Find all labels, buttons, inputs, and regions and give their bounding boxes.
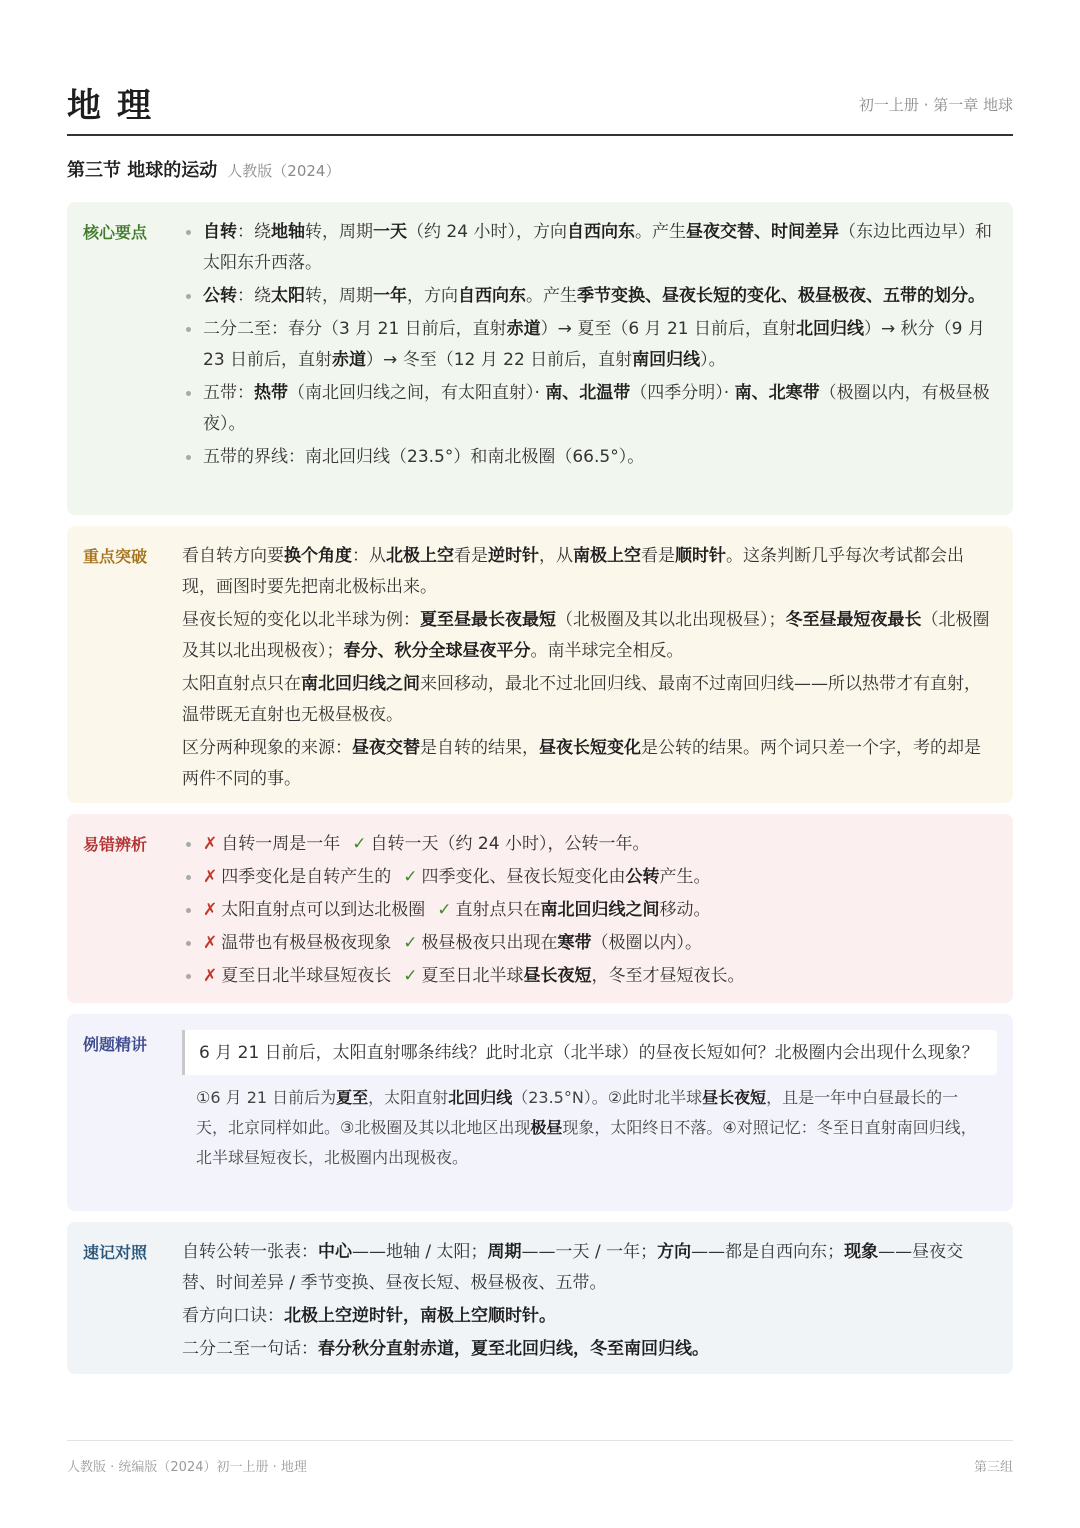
focus-body	[182, 541, 997, 797]
correct-statement: 极昼极夜只出现在寒带（极圈以内）。	[421, 933, 702, 953]
cross-icon: ✗	[203, 933, 218, 953]
quick-review-paragraph: 自转公转一张表：中心——地轴 / 太阳；周期——一天 / 一年；方向——都是自西向东；现象——昼夜交替、时间差异 / 季节变换、昼夜长短、极昼极夜、五带。	[182, 1242, 964, 1293]
correct-statement: 夏至日北半球昼长夜短，冬至才昼短夜长。	[421, 966, 745, 986]
example-question: 6 月 21 日前后，太阳直射哪条纬线？此时北京（北半球）的昼夜长短如何？北极圈内会出现什么现象？	[182, 1030, 997, 1075]
check-icon: ✓	[352, 834, 367, 854]
wrong-statement: 自转一周是一年	[221, 834, 341, 854]
check-icon: ✓	[403, 933, 418, 953]
breadcrumb: 初一上册 · 第一章 地球	[858, 96, 1013, 114]
page	[67, 0, 1013, 1528]
cross-icon: ✗	[203, 966, 218, 986]
core-item: 自转：绕地轴转，周期一天（约 24 小时），方向自西向东。产生昼夜交替、时间差异（东边比西边早）和太阳东升西落。	[182, 217, 997, 279]
focus-paragraph: 看自转方向要换个角度：从北极上空看是逆时针，从南极上空看是顺时针。这条判断几乎每次考试都会出现，画图时要先把南北极标出来。	[182, 546, 964, 597]
focus-paragraph: 区分两种现象的来源：昼夜交替是自转的结果，昼夜长短变化是公转的结果。两个词只差一个字，考的却是两件不同的事。	[182, 738, 981, 789]
cross-icon: ✗	[203, 900, 218, 920]
page-header	[67, 70, 1013, 136]
core-points-tag: 核心要点	[83, 223, 148, 242]
mistake-item	[182, 928, 997, 959]
footer-edition: 人教版 · 统编版（2024）初一上册 · 地理	[67, 1460, 307, 1475]
quick-review-paragraph: 看方向口诀：北极上空逆时针，南极上空顺时针。	[182, 1306, 556, 1326]
core-points-list	[182, 217, 997, 473]
correct-statement: 四季变化、昼夜长短变化由公转产生。	[421, 867, 711, 887]
focus-paragraph: 太阳直射点只在南北回归线之间来回移动，最北不过北回归线、最南不过南回归线——所以热带才有直射，温带既无直射也无极昼极夜。	[182, 674, 981, 725]
core-item: 五带：热带（南北回归线之间，有太阳直射）· 南、北温带（四季分明）· 南、北寒带（极圈以内，有极昼极夜）。	[182, 378, 997, 440]
wrong-statement: 四季变化是自转产生的	[221, 867, 392, 887]
footer-group: 第三组	[973, 1460, 1013, 1475]
section-title: 第三节 地球的运动	[67, 160, 218, 181]
mistake-item	[182, 895, 997, 926]
correct-statement: 自转一天（约 24 小时），公转一年。	[370, 834, 650, 854]
focus-card	[67, 526, 1013, 803]
mistakes-tag: 易错辨析	[83, 835, 148, 854]
quick-review-card	[67, 1222, 1013, 1374]
example-card	[67, 1014, 1013, 1211]
mistakes-list	[182, 829, 997, 992]
quick-review-body	[182, 1237, 997, 1367]
core-points-card	[67, 202, 1013, 515]
example-answer: ①6 月 21 日前后为夏至，太阳直射北回归线（23.5°N）。②此时北半球昼长夜短，且是一年中白昼最长的一天，北京同样如此。③北极圈及其以北地区出现极昼现象，太阳终日不落。④对照记忆：冬至日直射南回归线，北半球昼短夜长，北极圈内出现极夜。	[196, 1088, 977, 1167]
check-icon: ✓	[403, 966, 418, 986]
quick-review-paragraph: 二分二至一句话：春分秋分直射赤道，夏至北回归线，冬至南回归线。	[182, 1339, 709, 1359]
cross-icon: ✗	[203, 867, 218, 887]
mistakes-card	[67, 814, 1013, 1003]
mistake-item	[182, 862, 997, 893]
subject-title: 地理	[67, 86, 167, 126]
core-item: 二分二至：春分（3 月 21 日前后，直射赤道）→ 夏至（6 月 21 日前后，直射北回归线）→ 秋分（9 月 23 日前后，直射赤道）→ 冬至（12 月 22 日前后，直射南回归线）。	[182, 314, 997, 376]
section-edition: 人教版（2024）	[227, 162, 341, 180]
wrong-statement: 夏至日北半球昼短夜长	[221, 966, 392, 986]
check-icon: ✓	[403, 867, 418, 887]
focus-paragraph: 昼夜长短的变化以北半球为例：夏至昼最长夜最短（北极圈及其以北出现极昼）；冬至昼最短夜最长（北极圈及其以北出现极夜）；春分、秋分全球昼夜平分。南半球完全相反。	[182, 610, 990, 661]
example-tag: 例题精讲	[83, 1035, 148, 1054]
mistake-item	[182, 961, 997, 992]
mistake-item	[182, 829, 997, 860]
core-item: 五带的界线：南北回归线（23.5°）和南北极圈（66.5°）。	[182, 442, 997, 473]
cross-icon: ✗	[203, 834, 218, 854]
wrong-statement: 太阳直射点可以到达北极圈	[221, 900, 426, 920]
page-footer	[67, 1440, 1013, 1475]
focus-tag: 重点突破	[83, 547, 148, 566]
quick-review-tag: 速记对照	[83, 1243, 148, 1262]
core-item: 公转：绕太阳转，周期一年，方向自西向东。产生季节变换、昼夜长短的变化、极昼极夜、五带的划分。	[182, 281, 997, 312]
section-heading	[67, 156, 340, 182]
check-icon: ✓	[437, 900, 452, 920]
correct-statement: 直射点只在南北回归线之间移动。	[455, 900, 711, 920]
wrong-statement: 温带也有极昼极夜现象	[221, 933, 392, 953]
